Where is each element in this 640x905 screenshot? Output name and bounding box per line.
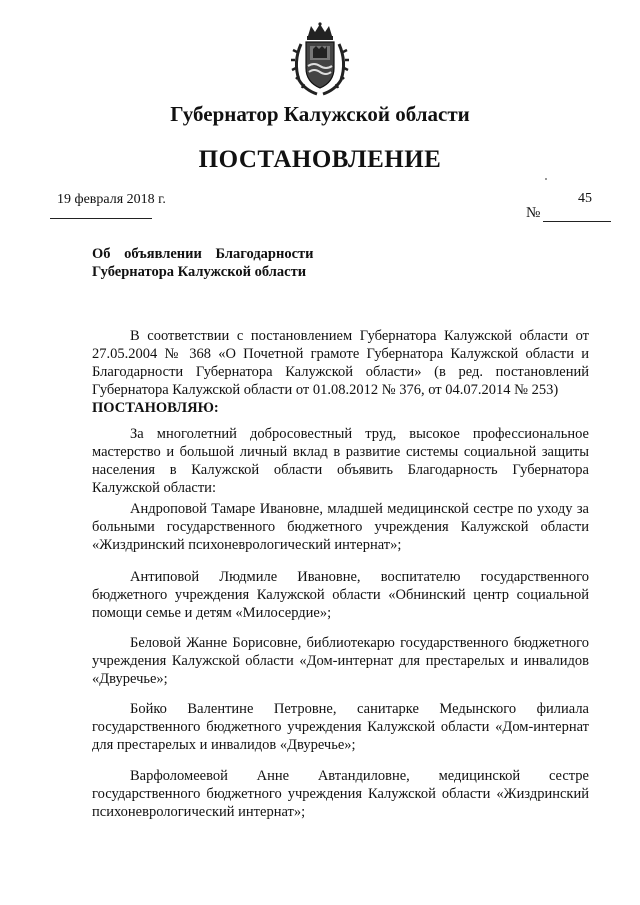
intro-paragraph [92, 425, 589, 497]
number-sign: № [526, 205, 541, 221]
preamble-paragraph [92, 327, 589, 417]
date-underline [50, 218, 152, 219]
recipient-text: Бойко Валентине Петровне, санитарке Медынского филиала государственного бюджетного учреждения Калужской области «Дом-интернат для престарелых и инвалидов «Двуречье»; [92, 701, 589, 753]
document-date: 19 февраля 2018 г. [57, 192, 166, 207]
recipient-text: Варфоломеевой Анне Автандиловне, медицинской сестре государственного бюджетного учреждения Калужской области «Жиздринский психоневрологический интернат»; [92, 768, 589, 820]
recipient-paragraph [92, 767, 589, 821]
recipient-text: Беловой Жанне Борисовне, библиотекарю государственного бюджетного учреждения Калужской области «Дом-интернат для престарелых и инвалидов «Двуречье»; [92, 635, 589, 687]
coat-of-arms-icon [291, 22, 349, 96]
subject-line-2: Губернатора Калужской области [92, 264, 307, 280]
recipient-text: Антиповой Людмиле Ивановне, воспитателю государственного бюджетного учреждения Калужской области «Обнинский центр социальной помощи семье и детям «Милосердие»; [92, 569, 589, 621]
number-underline [543, 221, 611, 222]
preamble-text: В соответствии с постановлением Губернатора Калужской области от 27.05.2004 № 368 «О Почетной грамоте Губернатора Калужской области и Благодарности Губернатора Калужской области» (в ред. постановлений Губернатора Калужской области от 01.08.2012 № 376, от 04.07.2014 № 253) [92, 328, 589, 398]
document-subject [92, 245, 314, 281]
intro-text: За многолетний добросовестный труд, высокое профессиональное мастерство и большой личный вклад в развитие системы социальной защиты населения в Калужской области объявить Благодарность Губернатора Калужской области: [92, 426, 589, 496]
recipient-paragraph [92, 634, 589, 688]
document-type-title: ПОСТАНОВЛЕНИЕ [198, 146, 442, 173]
recipient-paragraph [92, 568, 589, 622]
recipient-paragraph [92, 500, 589, 554]
issuing-authority: Губернатор Калужской области [170, 102, 470, 126]
recipient-text: Андроповой Тамаре Ивановне, младшей медицинской сестре по уходу за больными государственного бюджетного учреждения Калужской области «Жиздринский психоневрологический интернат»; [92, 501, 589, 553]
scan-mark [545, 178, 547, 180]
recipient-paragraph [92, 700, 589, 754]
decree-word: ПОСТАНОВЛЯЮ: [92, 400, 219, 416]
document-number: 45 [578, 191, 592, 206]
subject-line-1: Об объявлении Благодарности [92, 246, 314, 262]
